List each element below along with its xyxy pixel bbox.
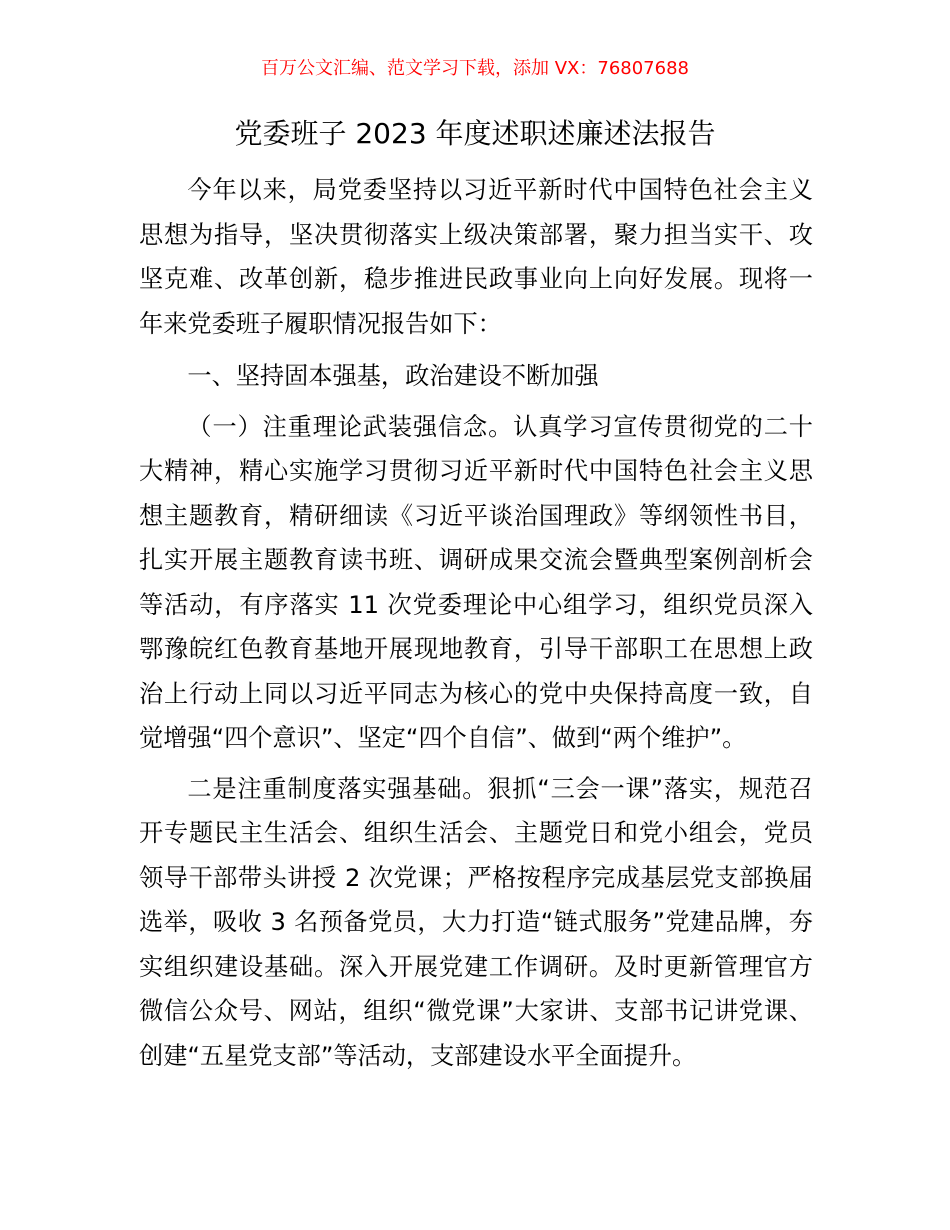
paragraph-system: 二是注重制度落实强基础。狠抓“三会一课”落实，规范召开专题民主生活会、组织生活会、主题党日和党小组会，党员领导干部带头讲授 2 次党课；严格按程序完成基层党支部换届选举，吸收 3 名预备党员，大力打造“链式服务”党建品牌，夯实组织建设基础。深入开展党建工作调研。及时更新管理官方微信公众号、网站，组织“微党课”大家讲、支部书记讲党课、创建“五星党支部”等活动，支部建设水平全面提升。 — [139, 774, 813, 1070]
paragraph-intro: 今年以来，局党委坚持以习近平新时代中国特色社会主义思想为指导，坚决贯彻落实上级决策部署，聚力担当实干、攻坚克难、改革创新，稳步推进民政事业向上向好发展。现将一年来党委班子履职情况报告如下： — [139, 176, 813, 338]
header-watermark: 百万公文汇编、范文学习下载，添加 VX：76807688 — [261, 58, 689, 79]
document-title: 党委班子 2023 年度述职述廉述法报告 — [234, 117, 716, 150]
paragraph-theory: （一）注重理论武装强信念。认真学习宣传贯彻党的二十大精神，精心实施学习贯彻习近平新时代中国特色社会主义思想主题教育，精研细读《习近平谈治国理政》等纲领性书目，扎实开展主题教育读书班、调研成果交流会暨典型案例剖析会等活动，有序落实 11 次党委理论中心组学习，组织党员深入鄂豫皖红色教育基地开展现地教育，引导干部职工在思想上政治上行动上同以习近平同志为核心的党中央保持高度一致，自觉增强“四个意识”、坚定“四个自信”、做到“两个维护”。 — [139, 412, 813, 752]
section-heading-1: 一、坚持固本强基，政治建设不断加强 — [187, 362, 599, 390]
document-body — [139, 168, 813, 1078]
